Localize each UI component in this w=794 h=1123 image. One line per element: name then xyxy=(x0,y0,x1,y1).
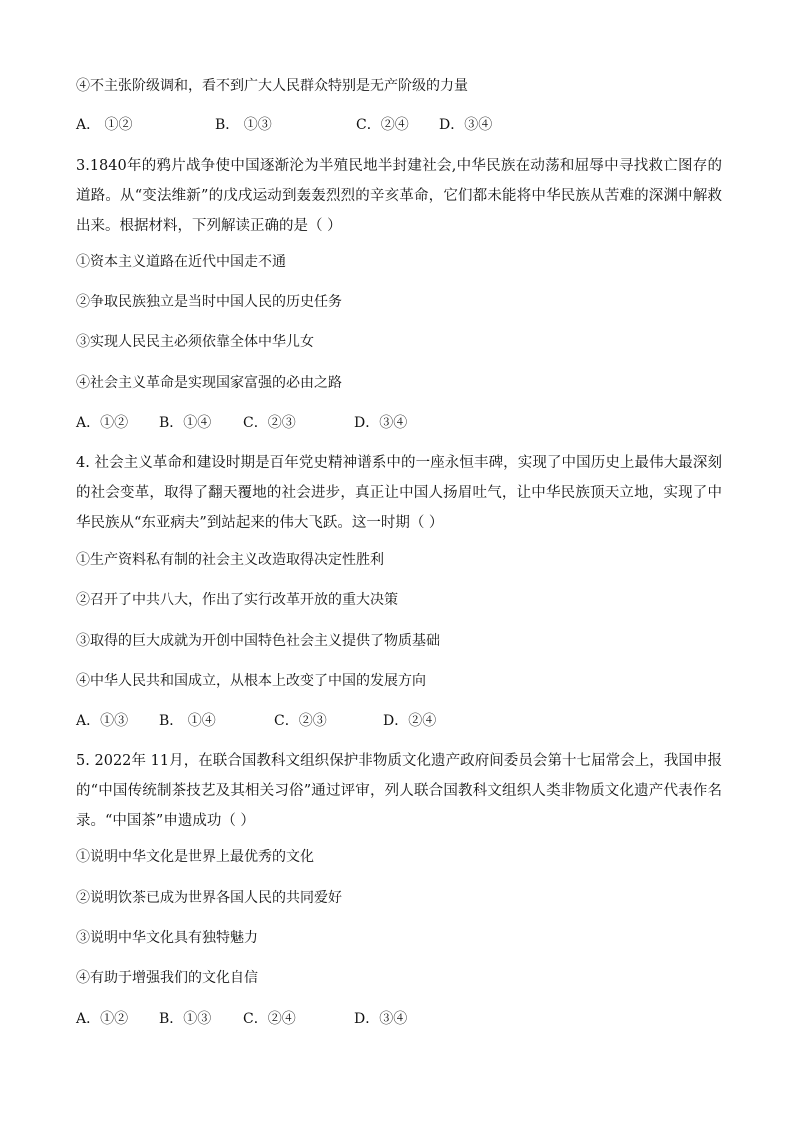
q3-item-4: ④社会主义革命是实现国家富强的必由之路 xyxy=(76,375,342,391)
q3-option-d[interactable]: D．③④ xyxy=(354,415,408,431)
q4-option-b[interactable]: B． ①④ xyxy=(159,713,216,729)
q4-option-c[interactable]: C．②③ xyxy=(274,713,327,729)
q2-option-a[interactable]: A． ①② xyxy=(76,117,133,133)
q2-option-d[interactable]: D．③④ xyxy=(439,117,493,133)
q4-item-4: ④中华人民共和国成立，从根本上改变了中国的发展方向 xyxy=(76,673,426,689)
q3-option-b[interactable]: B．①④ xyxy=(159,415,212,431)
q2-item-4: ④不主张阶级调和，看不到广大人民群众特别是无产阶级的力量 xyxy=(76,78,468,94)
q4-option-a[interactable]: A．①③ xyxy=(76,713,129,729)
q5-option-d[interactable]: D．③④ xyxy=(354,1011,408,1027)
q5-item-2: ②说明饮茶已成为世界各国人民的共同爱好 xyxy=(76,890,342,906)
q4-stem: 4. 社会主义革命和建设时期是百年党史精神谱系中的一座永恒丰碑，实现了中国历史上最伟大最深刻的社会变革，取得了翻天覆地的社会进步，真正让中国人扬眉吐气，让中华民族顶天立地，实现了中华民族从“东亚病夫”到站起来的伟大飞跃。这一时期（ ） xyxy=(76,455,722,531)
q3-option-a[interactable]: A．①② xyxy=(76,415,129,431)
q5-option-a[interactable]: A．①② xyxy=(76,1011,129,1027)
q5-option-c[interactable]: C．②④ xyxy=(243,1011,296,1027)
q4-option-d[interactable]: D．②④ xyxy=(383,713,437,729)
q5-item-3: ③说明中华文化具有独特魅力 xyxy=(76,930,258,946)
q4-item-1: ①生产资料私有制的社会主义改造取得决定性胜利 xyxy=(76,552,384,568)
q5-item-4: ④有助于增强我们的文化自信 xyxy=(76,970,258,986)
q3-item-2: ②争取民族独立是当时中国人民的历史任务 xyxy=(76,294,342,310)
q4-item-2: ②召开了中共八大，作出了实行改革开放的重大决策 xyxy=(76,592,398,608)
q5-stem: 5. 2022年 11月，在联合国教科文组织保护非物质文化遗产政府间委员会第十七届常会上，我国申报的“中国传统制茶技艺及其相关习俗”通过评审，列人联合国教科文组织人类非物质文化遗产代表作名录。“中国茶”申遗成功（ ） xyxy=(76,753,722,829)
q3-option-c[interactable]: C．②③ xyxy=(243,415,296,431)
q3-item-3: ③实现人民民主必须依靠全体中华儿女 xyxy=(76,334,314,350)
q4-item-3: ③取得的巨大成就为开创中国特色社会主义提供了物质基础 xyxy=(76,633,440,649)
q5-option-b[interactable]: B．①③ xyxy=(159,1011,212,1027)
q2-option-c[interactable]: C．②④ xyxy=(356,117,409,133)
q2-option-b[interactable]: B． ①③ xyxy=(215,117,272,133)
q3-item-1: ①资本主义道路在近代中国走不通 xyxy=(76,254,286,270)
q5-item-1: ①说明中华文化是世界上最优秀的文化 xyxy=(76,849,314,865)
q3-stem: 3.1840年的鸦片战争使中国逐渐沦为半殖民地半封建社会,中华民族在动荡和屈辱中寻找救亡图存的道路。从“变法维新”的戊戌运动到轰轰烈烈的辛亥革命，它们都未能将中华民族从苦难的深渊中解救出来。根据材料，下列解读正确的是（ ） xyxy=(76,158,722,234)
